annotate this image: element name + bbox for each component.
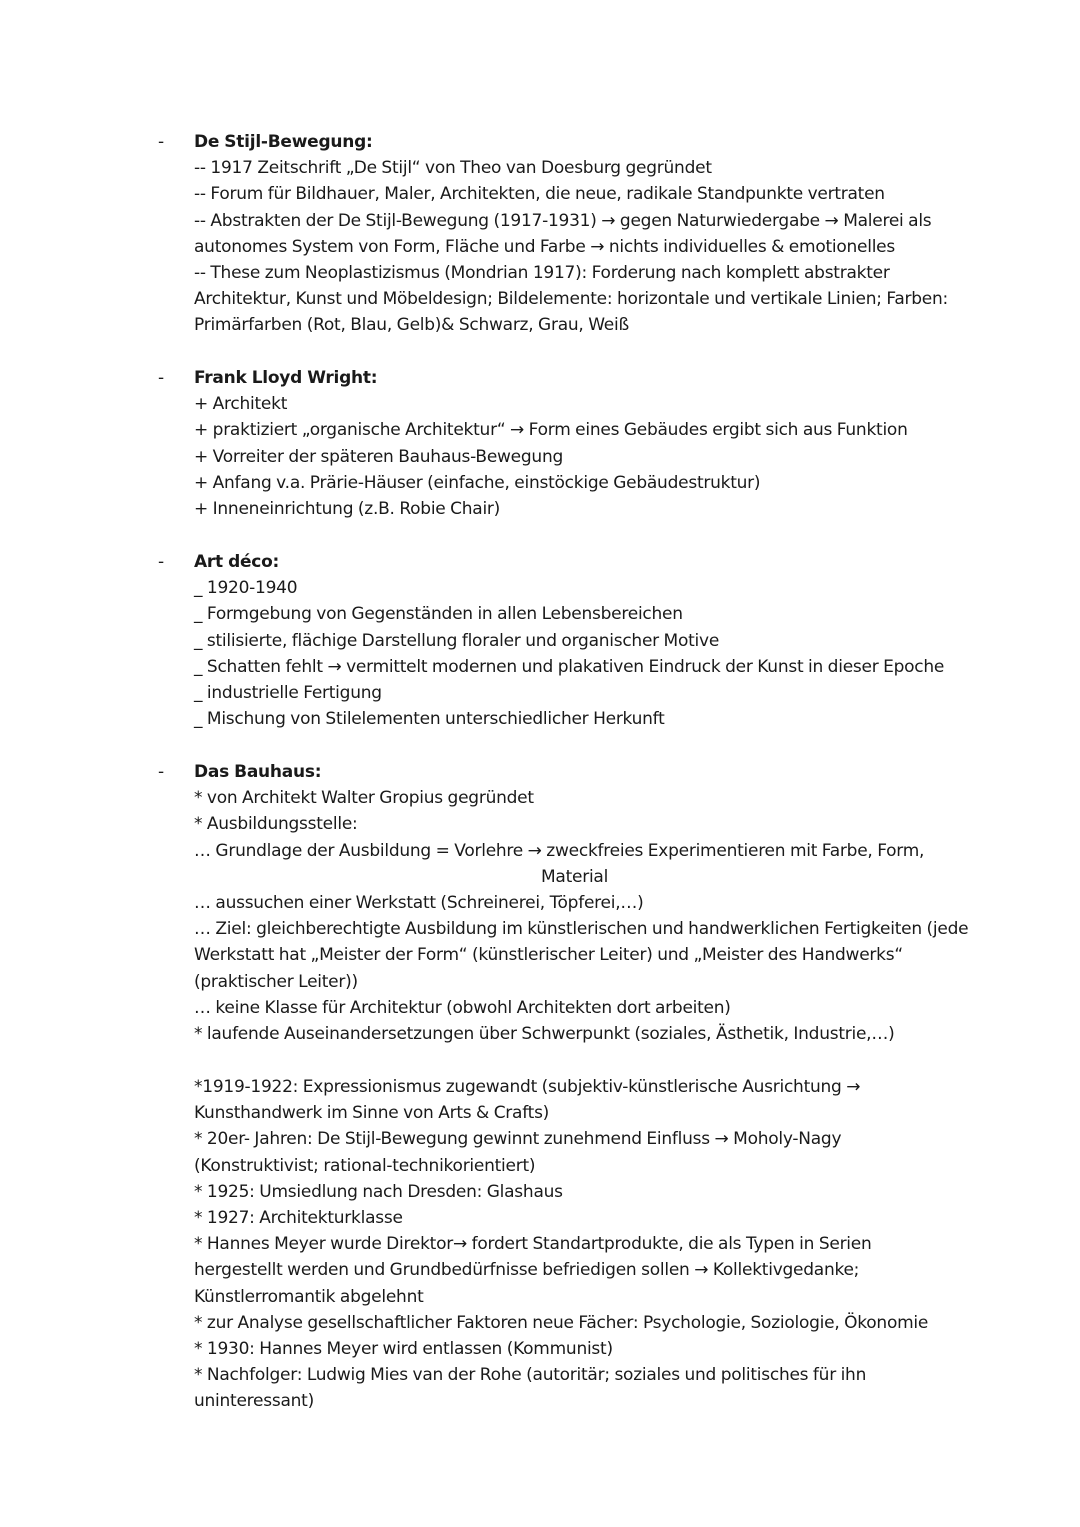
section-heading: Frank Lloyd Wright: — [194, 368, 378, 388]
section-body — [194, 759, 969, 1047]
text-line: + Inneneinrichtung (z.B. Robie Chair) — [194, 499, 501, 520]
text-line: (Konstruktivist; rational-technikorientiert) — [194, 1155, 536, 1176]
text-line: * 1927: Architekturklasse — [194, 1208, 403, 1229]
text-line: Kunsthandwerk im Sinne von Arts & Crafts) — [194, 1103, 550, 1124]
text-line: + Architekt — [194, 394, 288, 415]
text-line: hergestellt werden und Grundbedürfnisse befriedigen sollen → Kollektivgedanke; — [194, 1260, 860, 1281]
text-line: _ industrielle Fertigung — [194, 683, 382, 704]
text-line: *1919-1922: Expressionismus zugewandt (subjektiv-künstlerische Ausrichtung → — [194, 1077, 861, 1097]
text-line: _ stilisierte, flächige Darstellung floraler und organischer Motive — [194, 630, 720, 651]
text-line: * 20er- Jahren: De Stijl-Bewegung gewinnt zunehmend Einfluss → Moholy-Nagy — [194, 1129, 842, 1150]
section-body — [194, 365, 964, 522]
text-line: autonomes System von Form, Fläche und Farbe → nichts individuelles & emotionelles — [194, 236, 895, 257]
section-body — [194, 1074, 964, 1415]
text-line: … Ziel: gleichberechtigte Ausbildung im künstlerischen und handwerklichen Fertigkeiten (jede — [194, 919, 969, 940]
section-heading: Art déco: — [194, 552, 280, 572]
text-line: Material — [541, 866, 609, 887]
section-heading: Das Bauhaus: — [194, 762, 322, 782]
section-bullet: - — [158, 762, 165, 782]
section-body — [194, 549, 964, 732]
text-line: uninteressant) — [194, 1391, 314, 1412]
text-line: * Hannes Meyer wurde Direktor→ fordert Standartprodukte, die als Typen in Serien — [194, 1234, 872, 1255]
text-line: * Ausbildungsstelle: — [194, 814, 358, 835]
text-line: (praktischer Leiter)) — [194, 971, 358, 992]
text-line: … aussuchen einer Werkstatt (Schreinerei, Töpferei,…) — [194, 893, 644, 914]
text-line: + praktiziert „organische Architektur“ → Form eines Gebäudes ergibt sich aus Funktion — [194, 420, 908, 441]
text-line: _ Mischung von Stilelementen unterschiedlicher Herkunft — [194, 709, 665, 730]
text-line: … Grundlage der Ausbildung = Vorlehre → zweckfreies Experimentieren mit Farbe, Form, — [194, 840, 925, 861]
text-line: _ Formgebung von Gegenständen in allen Lebensbereichen — [194, 604, 683, 625]
text-line: -- 1917 Zeitschrift „De Stijl“ von Theo van Doesburg gegründet — [194, 158, 712, 179]
text-line: -- Forum für Bildhauer, Maler, Architekten, die neue, radikale Standpunkte vertraten — [194, 184, 885, 205]
text-line: * 1925: Umsiedlung nach Dresden: Glashaus — [194, 1181, 563, 1202]
section-bullet: - — [158, 132, 165, 152]
text-line: * zur Analyse gesellschaftlicher Faktoren neue Fächer: Psychologie, Soziologie, Ökonomie — [194, 1312, 929, 1333]
text-line: _ Schatten fehlt → vermittelt modernen und plakativen Eindruck der Kunst in dieser Epoche — [194, 656, 945, 677]
text-line: _ 1920-1940 — [194, 578, 298, 599]
section-bullet: - — [158, 552, 165, 572]
text-line: + Anfang v.a. Prärie-Häuser (einfache, einstöckige Gebäudestruktur) — [194, 472, 761, 493]
section-heading: De Stijl-Bewegung: — [194, 132, 373, 152]
text-line: * 1930: Hannes Meyer wird entlassen (Kommunist) — [194, 1339, 613, 1360]
text-line: Primärfarben (Rot, Blau, Gelb)& Schwarz, Grau, Weiß — [194, 315, 629, 336]
text-line: -- Abstrakten der De Stijl-Bewegung (1917-1931) → gegen Naturwiedergabe → Malerei als — [194, 210, 932, 231]
text-line: -- These zum Neoplastizismus (Mondrian 1917): Forderung nach komplett abstrakter — [194, 263, 890, 284]
text-line: Künstlerromantik abgelehnt — [194, 1286, 424, 1307]
section-bullet: - — [158, 368, 165, 388]
text-line: * Nachfolger: Ludwig Mies van der Rohe (autoritär; soziales und politisches für ihn — [194, 1365, 867, 1386]
text-line: … keine Klasse für Architektur (obwohl Architekten dort arbeiten) — [194, 997, 731, 1018]
text-line: * laufende Auseinandersetzungen über Schwerpunkt (soziales, Ästhetik, Industrie,…) — [194, 1024, 895, 1045]
text-line: * von Architekt Walter Gropius gegründet — [194, 788, 534, 809]
section-body — [194, 129, 964, 339]
text-line: + Vorreiter der späteren Bauhaus-Bewegung — [194, 446, 564, 467]
text-line: Architektur, Kunst und Möbeldesign; Bildelemente: horizontale und vertikale Linien; Farben: — [194, 289, 949, 310]
text-line: Werkstatt hat „Meister der Form“ (künstlerischer Leiter) und „Meister des Handwerks“ — [194, 945, 903, 966]
